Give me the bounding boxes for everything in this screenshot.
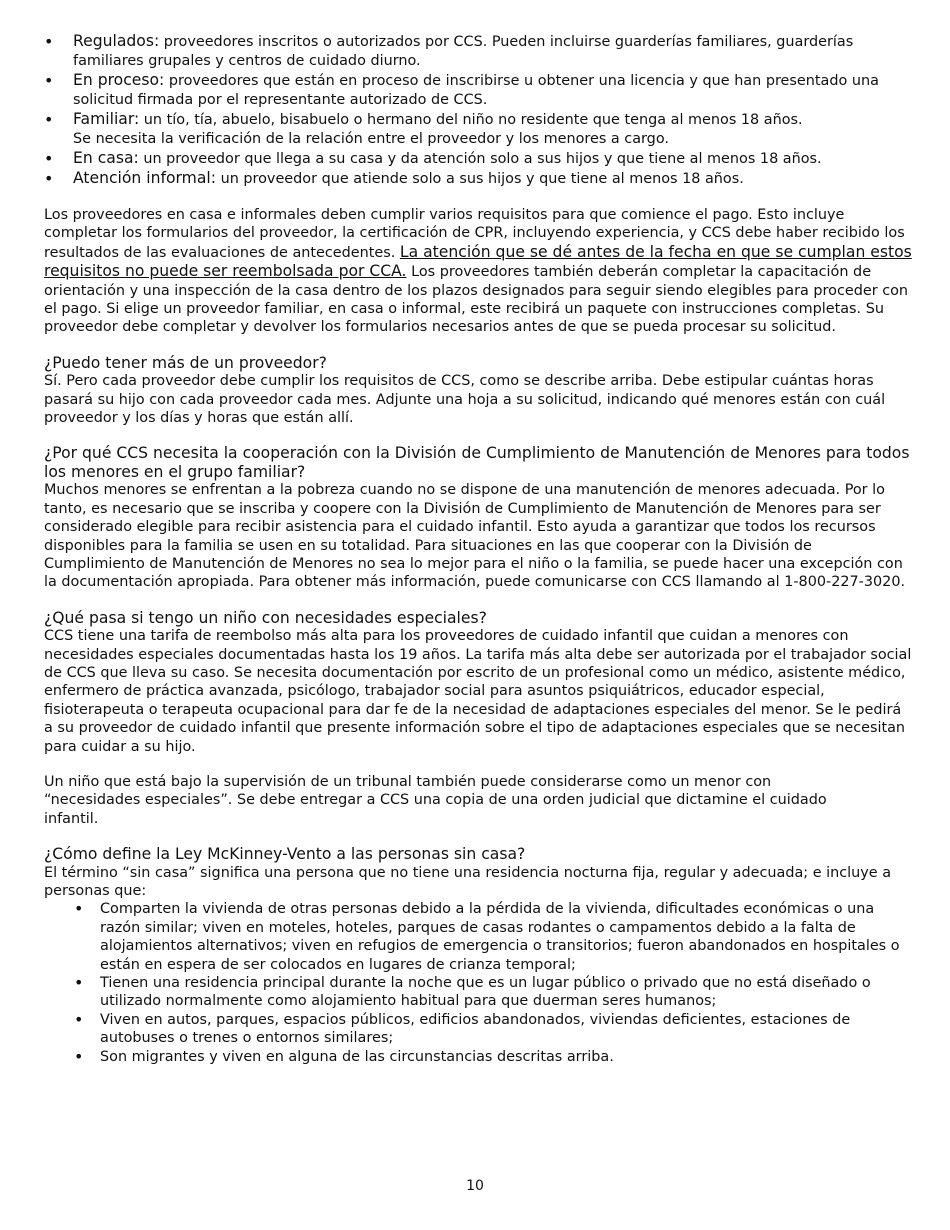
faq-question: ¿Puedo tener más de un proveedor? xyxy=(44,353,327,372)
list-item: • Viven en autos, parques, espacios públicos, edificios abandonados, viviendas deficientes, estaciones de autobuses o trenes o entornos similares; xyxy=(44,1011,912,1048)
requirements-text: Los proveedores en casa e informales deben cumplir varios requisitos para que comience el pago. Esto incluye completar los formularios del proveedor, la certificación de CPR, incluyendo experiencia, y CCS debe haber recibido los resultados de las evaluaciones de antecedentes. xyxy=(44,207,905,261)
requirements-paragraph xyxy=(44,206,912,337)
homeless-intro: El término “sin casa” significa una persona que no tiene una residencia nocturna fija, regular y adecuada; e incluye a personas que: xyxy=(44,864,892,899)
provider-types-list xyxy=(44,32,912,189)
homeless-question: ¿Cómo define la Ley McKinney-Vento a las personas sin casa? xyxy=(44,845,526,864)
court-paragraph: Un niño que está bajo la supervisión de un tribunal también puede considerarse como un menor con “necesidades especiales”. Se debe entregar a CCS una copia de una orden judicial que dictamine el cuidado infantil. xyxy=(44,773,827,827)
homeless-criteria-list xyxy=(44,900,912,1066)
requirements-underlined-notice: La atención que se dé antes de la fecha en que se cumplan estos requisitos no puede ser reembolsada por CCA. xyxy=(44,242,912,281)
term-label: Atención informal: xyxy=(73,169,216,187)
term-definition: proveedores que están en proceso de inscribirse u obtener una licencia y que han presentado una solicitud firmada por el representante autorizado de CCS. xyxy=(73,73,879,108)
list-item xyxy=(44,110,912,149)
list-item: • Tienen una residencia principal durante la noche que es un lugar público o privado que no está diseñado o utilizado normalmente como alojamiento habitual para que duerman seres humanos; xyxy=(44,974,912,1011)
requirements-text-continued: Los proveedores también deberán completar la capacitación de orientación y una inspección de la casa dentro de los plazos designados para seguir siendo elegibles para proceder con el pago. Si elige un proveedor familiar, en casa o informal, este recibirá un paquete con instrucciones completas. Su proveedor debe completar y devolver los formularios necesarios antes de que se pueda procesar su solicitud. xyxy=(44,264,909,336)
list-item: • Son migrantes y viven en alguna de las circunstancias descritas arriba. xyxy=(44,1048,912,1066)
term-label: Regulados: xyxy=(73,32,160,50)
term-definition: un proveedor que llega a su casa y da atención solo a sus hijos y que tiene al menos 18 años. xyxy=(138,151,822,167)
term-definition: un proveedor que atiende solo a sus hijos y que tiene al menos 18 años. xyxy=(216,171,744,187)
list-item xyxy=(44,71,912,110)
list-item: • Comparten la vivienda de otras personas debido a la pérdida de la vivienda, dificultades económicas o una razón similar; viven en moteles, hoteles, parques de casas rodantes o campamentos debido a la falta de alojamientos alternativos; viven en refugios de emergencia o transitorios; fueron abandonados en hospitales o están en espera de ser colocados en lugares de crianza temporal; xyxy=(44,900,912,974)
term-label: En proceso: xyxy=(73,71,165,89)
term-label: Familiar: xyxy=(73,110,140,128)
list-item xyxy=(44,149,912,169)
document-page xyxy=(44,32,912,1066)
faq-question: ¿Qué pasa si tengo un niño con necesidades especiales? xyxy=(44,608,487,627)
list-item xyxy=(44,169,912,189)
faq-answer: CCS tiene una tarifa de reembolso más alta para los proveedores de cuidado infantil que cuidan a menores con necesidades especiales documentadas hasta los 19 años. La tarifa más alta debe ser autorizada por el trabajador social de CCS que lleva su caso. Se necesita documentación por escrito de un profesional como un médico, asistente médico, enfermero de práctica avanzada, psicólogo, trabajador social para asuntos psiquiátricos, educador especial, fisioterapeuta o terapeuta ocupacional para dar fe de la necesidad de adaptaciones especiales del menor. Se le pedirá a su proveedor de cuidado infantil que presente información sobre el tipo de adaptaciones especiales que se necesitan para cuidar a su hijo. xyxy=(44,628,912,755)
faq-question: ¿Por qué CCS necesita la cooperación con la División de Cumplimiento de Manutención de Menores para todos los menores en el grupo familiar? xyxy=(44,444,910,481)
list-item xyxy=(44,32,912,71)
term-label: En casa: xyxy=(73,149,139,167)
faq-answer: Sí. Pero cada proveedor debe cumplir los requisitos de CCS, como se describe arriba. Debe estipular cuántas horas pasará su hijo con cada proveedor cada mes. Adjunte una hoja a su solicitud, indicando qué menores están con cuál proveedor y los días y horas que están allí. xyxy=(44,373,886,427)
term-definition: proveedores inscritos o autorizados por CCS. Pueden incluirse guarderías familiares, guarderías familiares grupales y centros de cuidado diurno. xyxy=(73,34,854,69)
faq-answer: Muchos menores se enfrentan a la pobreza cuando no se dispone de una manutención de menores adecuada. Por lo tanto, es necesario que se inscriba y coopere con la División de Cumplimiento de Manutención de Menores para ser considerado elegible para recibir asistencia para el cuidado infantil. Esto ayuda a garantizar que todos los recursos disponibles para la familia se usen en su totalidad. Para situaciones en las que cooperar con la División de Cumplimiento de Manutención de Menores no sea lo mejor para el niño o la familia, se puede hacer una excepción con la documentación apropiada. Para obtener más información, puede comunicarse con CCS llamando al 1-800-227-3020. xyxy=(44,482,906,591)
term-definition: un tío, tía, abuelo, bisabuelo o hermano del niño no residente que tenga al menos 18 años. xyxy=(139,112,803,128)
term-extra-note: Se necesita la verificación de la relación entre el proveedor y los menores a cargo. xyxy=(73,131,669,147)
page-number: 10 xyxy=(466,1178,484,1194)
